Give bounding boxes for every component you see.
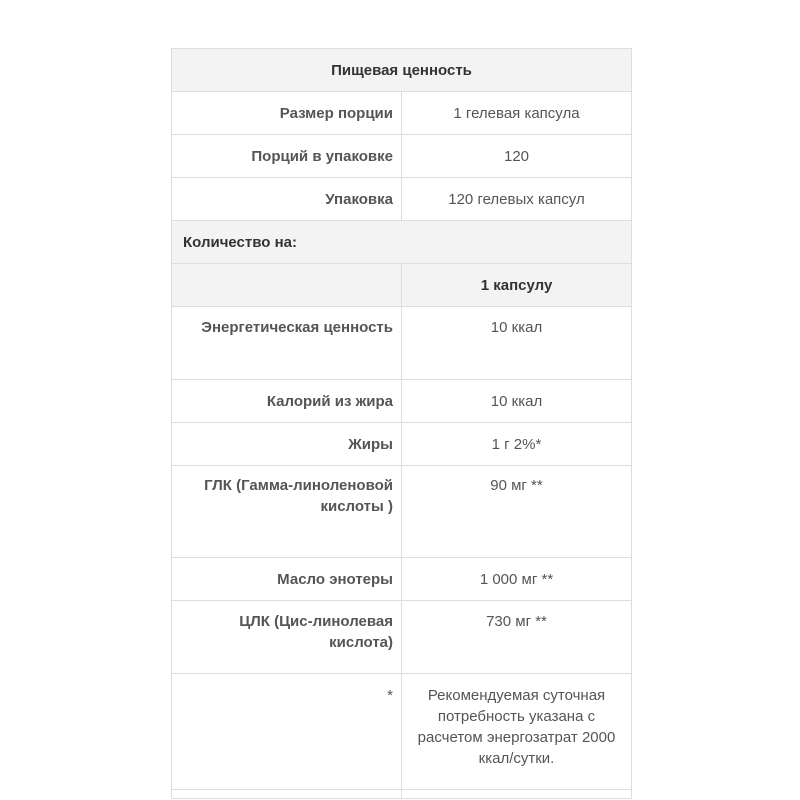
servings-per-package-label: Порций в упаковке: [172, 135, 402, 178]
amount-section-row: [172, 221, 632, 264]
table-row: [172, 466, 632, 558]
table-tail-cell-left: [172, 790, 402, 799]
serving-size-row: [172, 92, 632, 135]
nutrient-label-evening-primrose-oil: Масло энотеры: [172, 558, 402, 601]
table-row: [172, 380, 632, 423]
table-title: Пищевая ценность: [172, 49, 632, 92]
empty-header-cell: [172, 264, 402, 307]
table-row: [172, 423, 632, 466]
package-label: Упаковка: [172, 178, 402, 221]
nutrient-label-gla: ГЛК (Гамма-линоленовой кислоты ): [172, 466, 402, 558]
nutrient-value-fat-calories: 10 ккал: [402, 380, 632, 423]
table-row: [172, 601, 632, 674]
amount-column-header: 1 капсулу: [402, 264, 632, 307]
footnote-row: [172, 674, 632, 790]
table-row: [172, 307, 632, 380]
nutrient-value-gla: 90 мг **: [402, 466, 632, 558]
nutrient-label-fat-calories: Калорий из жира: [172, 380, 402, 423]
table-row: [172, 558, 632, 601]
footnote-text: Рекомендуемая суточная потребность указана с расчетом энергозатрат 2000 ккал/сутки.: [402, 674, 632, 790]
footnote-marker: *: [172, 674, 402, 790]
package-row: [172, 178, 632, 221]
servings-per-package-value: 120: [402, 135, 632, 178]
nutrient-label-fats: Жиры: [172, 423, 402, 466]
serving-size-label: Размер порции: [172, 92, 402, 135]
nutrition-facts-table: [171, 48, 632, 799]
nutrient-label-energy: Энергетическая ценность: [172, 307, 402, 380]
servings-per-package-row: [172, 135, 632, 178]
nutrient-value-energy: 10 ккал: [402, 307, 632, 380]
nutrient-value-evening-primrose-oil: 1 000 мг **: [402, 558, 632, 601]
nutrient-label-cla: ЦЛК (Цис-линолевая кислота): [172, 601, 402, 674]
table-title-row: [172, 49, 632, 92]
nutrient-value-cla: 730 мг **: [402, 601, 632, 674]
amount-section-title: Количество на:: [172, 221, 632, 264]
table-tail-cell-right: [402, 790, 632, 799]
nutrient-value-fats: 1 г 2%*: [402, 423, 632, 466]
table-tail-row: [172, 790, 632, 799]
serving-size-value: 1 гелевая капсула: [402, 92, 632, 135]
package-value: 120 гелевых капсул: [402, 178, 632, 221]
amount-column-header-row: [172, 264, 632, 307]
